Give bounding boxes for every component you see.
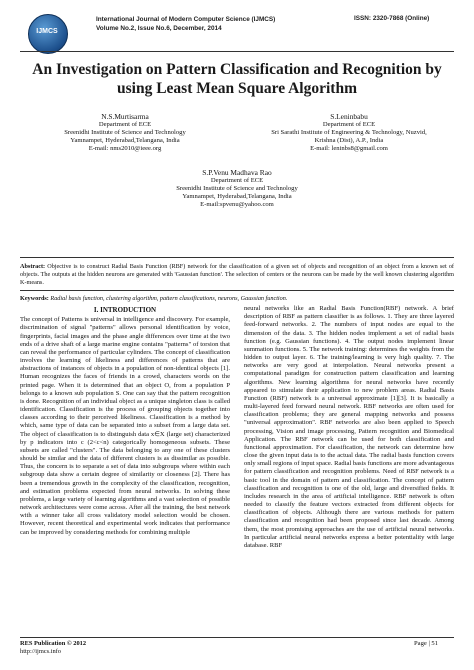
keywords-text: Radial basis function, clustering algorithm, pattern classifications, neurons, Gaussian function. xyxy=(48,295,288,302)
author-block-3 xyxy=(132,169,342,209)
author-affiliation: Department of ECE xyxy=(210,177,264,184)
journal-logo-text: IJMCS xyxy=(36,28,58,35)
body-paragraph: neural networks like an Radial Basis Function(RBF) network. A brief description of RBF as pattern classifier is as follows. 1. They are three layered feed-forward networks. 2. The numbers of input nodes are equal to the dimension of the data. 3. The hidden nodes implement a set of radial basis function (e.g. Gaussian functions). 4. The output nodes implement linear summation functions. 5. The network training: determines the weights from the hidden to output layer. 6. The training/learning is very high quality. 7. The networks are very good at interpolation. Neural networks present a computational paradigm for construction pattern classification and learning algorithms. New learning algorithms for neural networks have recently appeared to stimulate their application to new problem areas. Radial Basis Function (RBF) network is a universal approximate [1][3]. It is basically a multi-layered feed forward neural network. RBF networks are often used for classification problems; they are general mapping networks and possess "universal approximation". RBF networks are also been applied to Speech processing, Vision and image processing, Pattern recognition and Biomedical Application. The RBF network can be used for both classification and functional approximation. For classification, the network can determine how close the given input data is to the actual data. The radial basis function covers only small regions of input space. Radial basis functions are more advantageous for pattern classification and recognition problems. Need of RBF network is a basic tool in the domain of pattern and classification. The concept of pattern classification and recognition is one of the old, large and diversified fields. It includes research in the area of artificial intelligence. RBF network is often needed to classify the feature vectors extracted from different objects for classification of objects. Although there are various methods for pattern classification and recognition had been proposed since last decade. Among them, the most promising approaches are the use of artificial neural networks. In particular artificial neural networks express a better potentiality with large database. RBF xyxy=(244,305,454,549)
paper-title xyxy=(20,60,454,98)
paper-title-line1: An Investigation on Pattern Classification and Recognition by xyxy=(32,61,442,78)
paper-title-line2: using Least Mean Square Algorithm xyxy=(117,80,357,97)
journal-issn: ISSN: 2320-7868 (Online) xyxy=(354,15,430,22)
author-affiliation: Sri Sarathi Institute of Engineering & Technology, Nuzvid, xyxy=(271,129,427,136)
footer xyxy=(20,640,86,656)
keywords xyxy=(20,295,454,303)
author-email: E-mail: nms2010@ieee.org xyxy=(88,145,162,152)
author-email: E-mail: leninbs8@gmail.com xyxy=(310,145,388,152)
abstract-label: Abstract: xyxy=(20,263,46,270)
author-name: N.S.Murtisarma xyxy=(101,112,149,121)
author-block-1 xyxy=(20,113,230,153)
author-affiliation: Yamnampet, Hyderabad,Telangana, India xyxy=(182,193,292,200)
abstract xyxy=(20,263,454,287)
journal-header xyxy=(0,0,474,52)
body-right-column xyxy=(244,305,454,550)
abstract-bottom-divider xyxy=(20,290,454,291)
author-affiliation: Department of ECE xyxy=(322,121,376,128)
author-email: E-mail:spvenu@yahoo.com xyxy=(200,201,274,208)
section-heading: I. INTRODUCTION xyxy=(93,306,157,314)
author-name: S.Leninbabu xyxy=(330,112,368,121)
author-name: S.P.Venu Madhava Rao xyxy=(202,168,272,177)
author-block-2 xyxy=(244,113,454,153)
footer-divider xyxy=(20,637,454,638)
abstract-text: Objective is to construct Radial Basis Function (RBF) network for the classification of a given set of objects and recognition of an object from a known set of objects. The outputs at the hidden neurons are generated with 'Gaussian function'. The selection of centers or the neurons can be made by the well known clustering algorithm K-means. xyxy=(20,263,454,286)
author-affiliation: Yamnampet, Hyderabad,Telangana, India xyxy=(70,137,180,144)
body-paragraph: The concept of Patterns is universal in intelligence and discovery. For example, discrimination of signal "patterns" allows personal identification by voice, fingerprints, facial images and the phase angle differences over time at the two ends of a drive shaft of a large marine engine contains "patterns" of torsion that can reveal the performance of particular cylinders. The concept of classification involves the learning of likeliness and differences of patterns that are abstractions of instances of objects in a population of non-identical objects [1]. Human recognizes the faces of friends in a crowd, characters words on the printed page. When it is determined that an object O, from a population P belongs to a known sub population S. One can say that the pattern recognition is done. Recognition of an individual object as a unique singleton class is called identification. Classification is the process of grouping objects together into classes according to their perceived likeliness. Classification is a method by which, same type of data can be separated into a subset from a large data set. The object of classification is to distinguish data x∈X (large set) characterized by p indicators into c (2<c<n) categorically homogeneous subsets. These subsets are called "clusters". The data belonging to any one of these clusters should be similar and the data of different clusters is as dissimilar as possible. Thus, the concern is to separate a set of data into subgroups where within each subgroup data show a certain degree of similarity or closeness [2]. There has been a tremendous growth in the complexity of the classification, recognition, and estimation problems expected from neural networks. In solving these problems, a large variety of learning algorithms and a vast selection of possible network architectures were come across. After all the training, the best network with a winner take all cross validatory model selection would be chosen. However, recent theoretical and experimental work indicates that performance can be improved by considering methods for combining multiple xyxy=(20,316,230,536)
journal-name: International Journal of Modern Computer Science (IJMCS) xyxy=(96,16,276,23)
author-affiliation: Sreenidhi Institute of Science and Technology xyxy=(176,185,298,192)
abstract-top-divider xyxy=(20,257,454,258)
author-affiliation: Department of ECE xyxy=(98,121,152,128)
footer-publisher: RES Publication © 2012 xyxy=(20,640,87,647)
keywords-label: Keywords: xyxy=(20,295,49,302)
page-number: Page | 51 xyxy=(414,640,439,647)
journal-info xyxy=(96,15,275,33)
author-affiliation: Krishna (Dist), A.P., India xyxy=(314,137,384,144)
journal-volume: Volume No.2, Issue No.6, December, 2014 xyxy=(96,25,222,32)
footer-url[interactable]: http://ijmcs.info xyxy=(20,648,62,655)
body-left-column xyxy=(20,306,230,537)
author-affiliation: Sreenidhi Institute of Science and Technology xyxy=(64,129,186,136)
header-divider xyxy=(20,51,454,52)
